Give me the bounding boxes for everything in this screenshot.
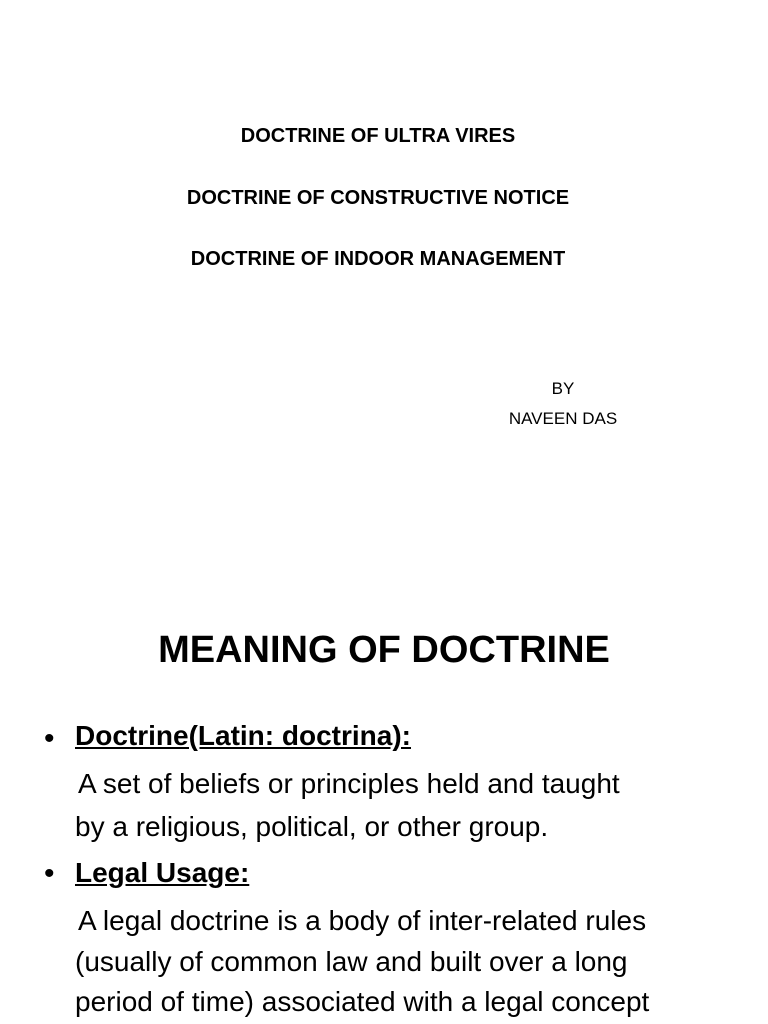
content-slide bbox=[0, 576, 768, 1024]
by-label: BY bbox=[551, 379, 575, 398]
bullet-body-line: by a religious, political, or other group. bbox=[75, 811, 549, 842]
bullet-marker: • bbox=[44, 857, 55, 890]
bullet-marker: • bbox=[44, 722, 55, 755]
bullet-term-legal-usage: Legal Usage: bbox=[75, 857, 250, 888]
bullet-body-line: A set of beliefs or principles held and taught bbox=[78, 768, 620, 799]
bullet-body-line: (usually of common law and built over a long bbox=[75, 946, 628, 977]
slide-title-ultra-vires: DOCTRINE OF ULTRA VIRES bbox=[240, 125, 516, 147]
bullet-term-doctrine: Doctrine(Latin: doctrina): bbox=[75, 720, 411, 751]
slide-title-constructive-notice: DOCTRINE OF CONSTRUCTIVE NOTICE bbox=[186, 187, 570, 209]
slide-title-indoor-management: DOCTRINE OF INDOOR MANAGEMENT bbox=[190, 248, 566, 270]
slide-heading: MEANING OF DOCTRINE bbox=[158, 629, 610, 671]
bullet-body-line: period of time) associated with a legal concept bbox=[75, 986, 650, 1017]
author-name: NAVEEN DAS bbox=[508, 409, 618, 428]
bullet-body-line: A legal doctrine is a body of inter-related rules bbox=[78, 905, 647, 936]
